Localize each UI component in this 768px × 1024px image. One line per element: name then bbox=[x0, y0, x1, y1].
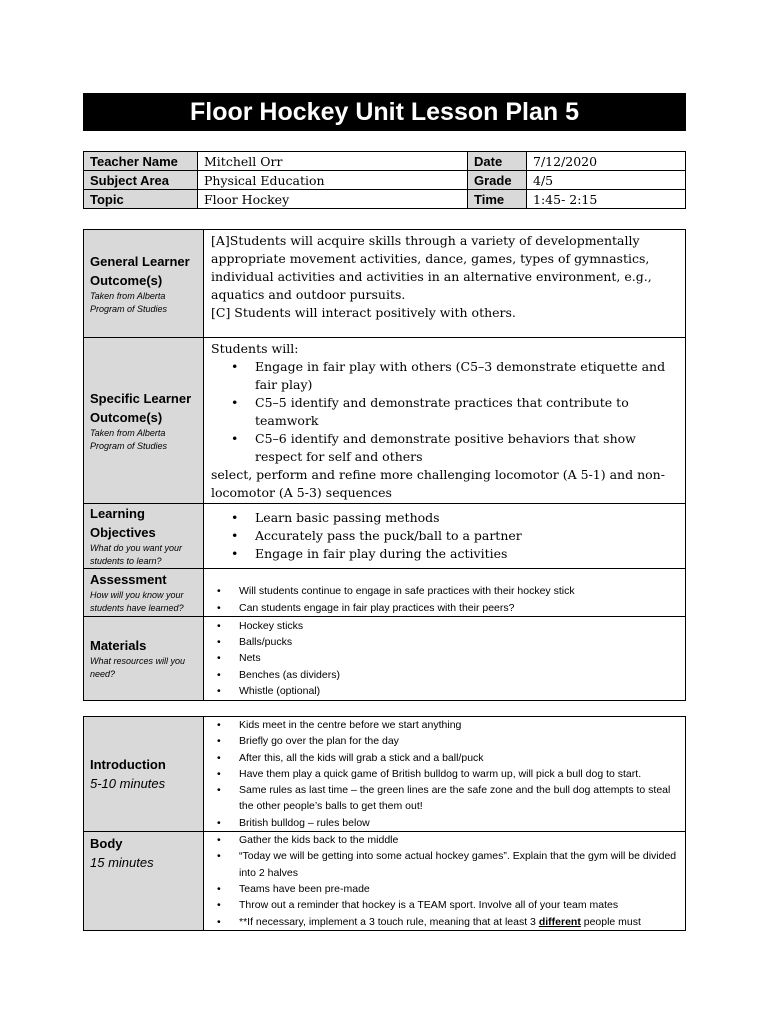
list-item: • Engage in fair play with others (C5–3 demonstrate etiquette and fair play) bbox=[255, 358, 679, 394]
list-item: • Nets bbox=[239, 650, 679, 666]
teacher-label: Teacher Name bbox=[84, 152, 198, 171]
list-item: • Same rules as last time – the green lines are the safe zone and the bull dog attempts to steal the other people’s balls to get them out! bbox=[239, 782, 679, 815]
glo-heading-1: General Learner bbox=[90, 253, 190, 269]
list-item: • Throw out a reminder that hockey is a TEAM sport. Involve all of your team mates bbox=[239, 897, 679, 913]
slo-list bbox=[211, 358, 679, 466]
lesson-table bbox=[83, 716, 686, 931]
introduction-content bbox=[204, 717, 686, 832]
body-list bbox=[211, 832, 679, 930]
body-duration: 15 minutes bbox=[90, 855, 154, 871]
objectives-list bbox=[211, 509, 679, 563]
topic-value: Floor Hockey bbox=[198, 190, 468, 209]
touch-rule-tail: people must bbox=[580, 915, 641, 928]
time-label: Time bbox=[468, 190, 527, 209]
list-item: • Learn basic passing methods bbox=[255, 509, 679, 527]
introduction-header bbox=[84, 717, 204, 832]
materials-header bbox=[84, 617, 204, 701]
assessment-content bbox=[204, 569, 686, 617]
glo-heading-2: Outcome(s) bbox=[90, 272, 163, 288]
objectives-content bbox=[204, 504, 686, 569]
list-item: • Gather the kids back to the middle bbox=[239, 832, 679, 848]
touch-rule-emphasis: different bbox=[538, 915, 581, 928]
glo-sub-2: Program of Studies bbox=[90, 303, 168, 314]
list-item: • C5–6 identify and demonstrate positive behaviors that show respect for self and others bbox=[255, 430, 679, 466]
list-item: • Can students engage in fair play practices with their peers? bbox=[239, 600, 679, 616]
objectives-sub-1: What do you want your bbox=[90, 543, 183, 553]
list-item: • Briefly go over the plan for the day bbox=[239, 733, 679, 749]
slo-heading-2: Outcome(s) bbox=[90, 409, 163, 425]
page-title: Floor Hockey Unit Lesson Plan 5 bbox=[83, 93, 686, 131]
introduction-list bbox=[211, 717, 679, 831]
glo-header bbox=[84, 230, 204, 338]
slo-heading-1: Specific Learner bbox=[90, 390, 192, 406]
list-item bbox=[239, 914, 679, 930]
objectives-heading-2: Objectives bbox=[90, 525, 156, 540]
list-item: • Benches (as dividers) bbox=[239, 667, 679, 683]
glo-sub-1: Taken from Alberta bbox=[90, 290, 166, 301]
list-item: • Whistle (optional) bbox=[239, 683, 679, 699]
slo-sub-1: Taken from Alberta bbox=[90, 427, 166, 438]
list-item: • Balls/pucks bbox=[239, 634, 679, 650]
list-item: • British bulldog – rules below bbox=[239, 815, 679, 831]
assessment-list bbox=[211, 583, 679, 616]
list-item: • “Today we will be getting into some actual hockey games”. Explain that the gym will be divided into 2 halves bbox=[239, 848, 679, 881]
list-item: • Engage in fair play during the activities bbox=[255, 545, 679, 563]
objectives-header bbox=[84, 504, 204, 569]
outcomes-table bbox=[83, 229, 686, 701]
introduction-duration: 5-10 minutes bbox=[90, 776, 166, 792]
materials-content bbox=[204, 617, 686, 701]
slo-sub-2: Program of Studies bbox=[90, 440, 168, 451]
date-label: Date bbox=[468, 152, 527, 171]
list-item: • Accurately pass the puck/ball to a partner bbox=[255, 527, 679, 545]
subject-value: Physical Education bbox=[198, 171, 468, 190]
body-header bbox=[84, 832, 204, 931]
time-value: 1:45- 2:15 bbox=[527, 190, 686, 209]
list-item: • Will students continue to engage in safe practices with their hockey stick bbox=[239, 583, 679, 599]
assessment-heading: Assessment bbox=[90, 572, 167, 587]
lesson-info-table bbox=[83, 151, 686, 209]
date-value: 7/12/2020 bbox=[527, 152, 686, 171]
list-item: • Kids meet in the centre before we start anything bbox=[239, 717, 679, 733]
objectives-sub-2: students to learn? bbox=[90, 556, 162, 566]
objectives-heading-1: Learning bbox=[90, 506, 145, 521]
slo-content bbox=[204, 338, 686, 504]
subject-label: Subject Area bbox=[84, 171, 198, 190]
materials-sub-1: What resources will you bbox=[90, 656, 186, 666]
list-item: • Hockey sticks bbox=[239, 618, 679, 634]
list-item: • After this, all the kids will grab a stick and a ball/puck bbox=[239, 750, 679, 766]
body-content bbox=[204, 832, 686, 931]
touch-rule-text: **If necessary, implement a 3 touch rule, meaning that at least 3 bbox=[239, 915, 539, 928]
materials-sub-2: need? bbox=[90, 669, 116, 679]
assessment-header bbox=[84, 569, 204, 617]
grade-label: Grade bbox=[468, 171, 527, 190]
glo-line-a: [A]Students will acquire skills through a variety of developmentally appropriate movement activities, dance, games, types of gymnastics, individual activities and activities in an alternative environment, e.g., aquatics and outdoor pursuits. bbox=[211, 233, 652, 302]
introduction-heading: Introduction bbox=[90, 757, 166, 773]
materials-list bbox=[211, 618, 679, 699]
grade-value: 4/5 bbox=[527, 171, 686, 190]
teacher-value: Mitchell Orr bbox=[198, 152, 468, 171]
topic-label: Topic bbox=[84, 190, 198, 209]
glo-content bbox=[204, 230, 686, 338]
assessment-sub-2: students have learned? bbox=[90, 603, 184, 613]
materials-heading: Materials bbox=[90, 638, 147, 653]
body-heading: Body bbox=[90, 836, 123, 852]
list-item: • Teams have been pre-made bbox=[239, 881, 679, 897]
slo-intro: Students will: bbox=[211, 341, 299, 356]
assessment-sub-1: How will you know your bbox=[90, 590, 184, 600]
glo-line-c: [C] Students will interact positively with others. bbox=[211, 305, 516, 320]
list-item: • Have them play a quick game of British bulldog to warm up, will pick a bull dog to start. bbox=[239, 766, 679, 782]
list-item: • C5–5 identify and demonstrate practices that contribute to teamwork bbox=[255, 394, 679, 430]
slo-outro: select, perform and refine more challenging locomotor (A 5-1) and non-locomotor (A 5-3) sequences bbox=[211, 467, 665, 500]
slo-header bbox=[84, 338, 204, 504]
